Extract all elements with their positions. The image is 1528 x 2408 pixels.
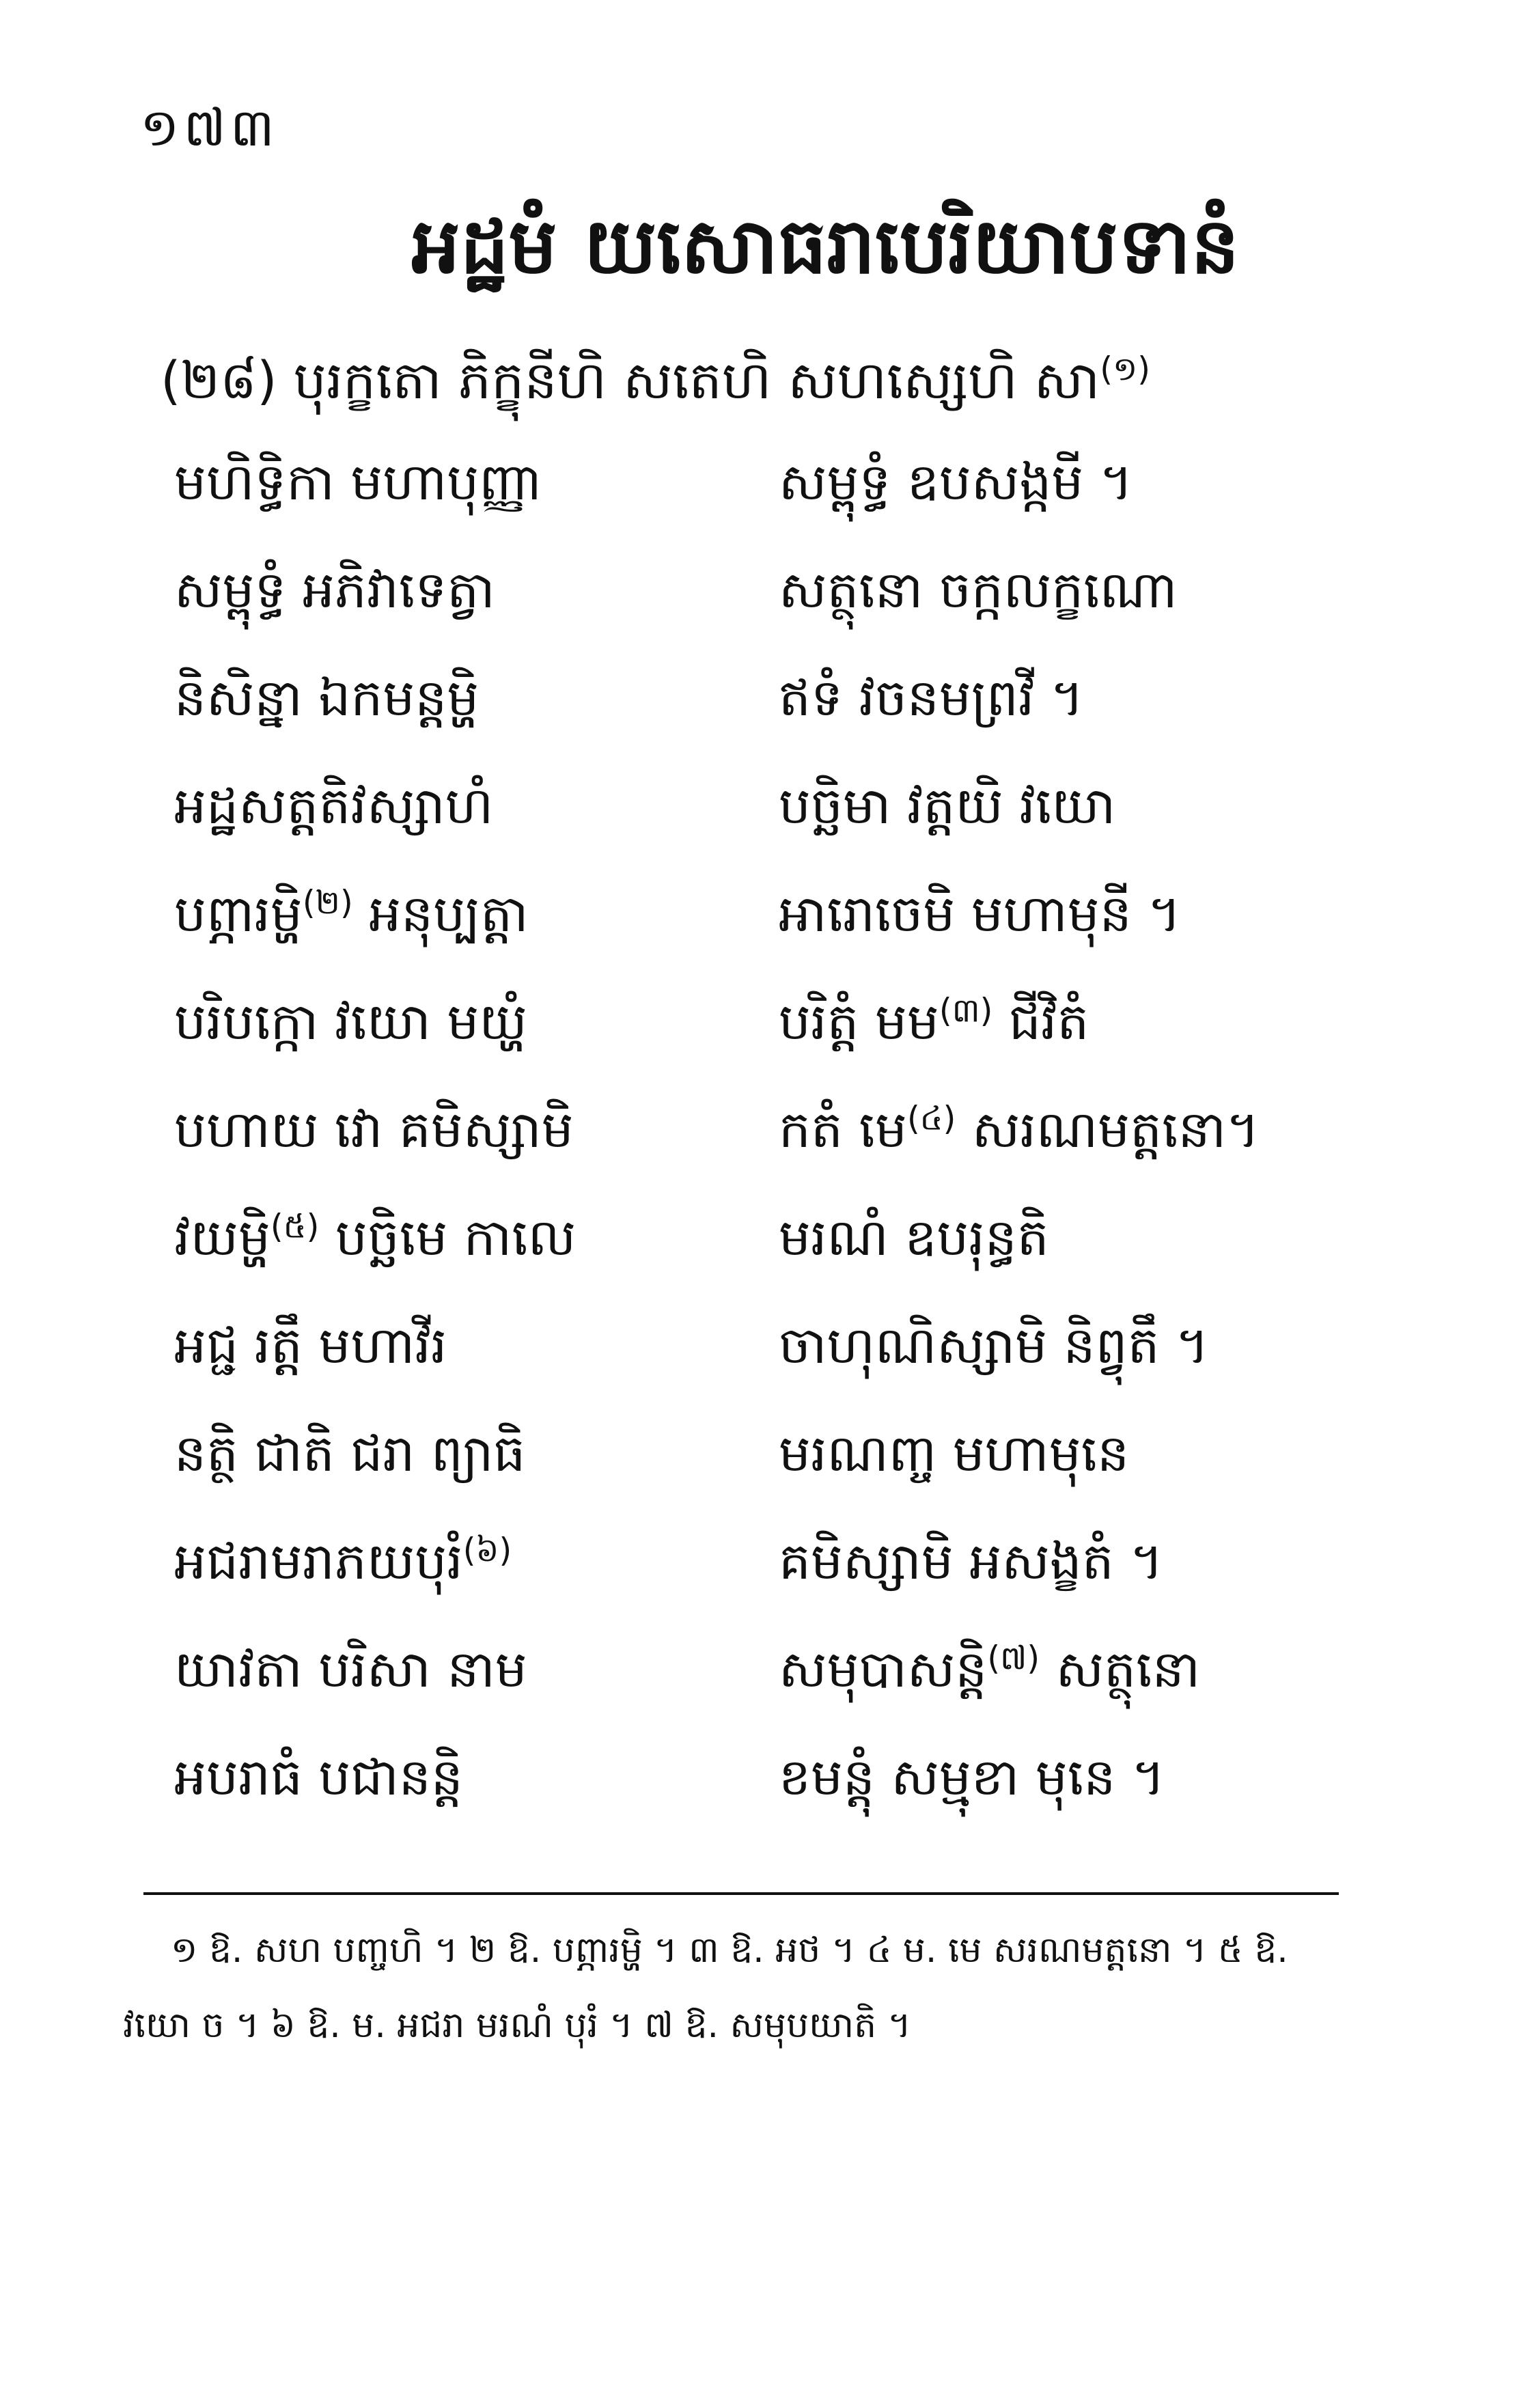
page-title: អដ្ឋមំ យសោធរាបេរិយាបទានំ xyxy=(411,202,1240,291)
verse-right-half xyxy=(779,1638,1376,1712)
verse-text: បច្ឆិមេ កាលេ xyxy=(319,1208,577,1267)
verse-text: សត្ថុនោ ចក្កលក្ខណោ xyxy=(779,561,1178,620)
verse-text: សរណមត្តនោ។ xyxy=(956,1101,1260,1159)
footnote-marker: (៦) xyxy=(462,1531,512,1570)
verse-line xyxy=(174,1530,1376,1638)
verse-text: គមិស្សាមិ អសង្ខតំ ។ xyxy=(779,1532,1164,1591)
verse-text: សមុបាសន្តិ xyxy=(779,1640,988,1699)
verse-text: វយម្ហិ xyxy=(174,1208,270,1267)
verse-text: ខមន្តុំ សម្មុខា មុនេ ។ xyxy=(779,1748,1165,1807)
verse-left-half xyxy=(174,559,779,633)
verse-right-half xyxy=(779,559,1376,633)
verse-left-half xyxy=(174,991,779,1064)
verse-line xyxy=(174,1638,1376,1746)
verse-left-half xyxy=(174,775,779,848)
verse-text: មហិទ្ធិកា មហាបុញ្ញា xyxy=(174,453,542,512)
verse-text: អនុប្បត្តា xyxy=(352,885,529,943)
verse-line xyxy=(174,1422,1376,1530)
verse-intro-text: បុរក្ខតោ ភិក្ខុនីហិ សតេហិ សហស្សេហិ សា xyxy=(293,350,1100,411)
verse-left-half xyxy=(174,1206,779,1280)
verse-text: នត្ថិ ជាតិ ជរា ព្យាធិ xyxy=(174,1424,526,1483)
footnote-line: ១ ឱ. សហ បញ្ចហិ ។ ២ ឱ. បព្ភារម្ហិ ។ ៣ ឱ. អថ ។ ៤ ម. មេ សរណមត្តនោ ។ ៥ ឱ. xyxy=(171,1930,1288,1971)
verse-left-half xyxy=(174,1422,779,1496)
verse-text: អារោចេមិ មហាមុនី ។ xyxy=(779,885,1182,943)
verse-text: បរិត្តំ មម xyxy=(779,993,939,1051)
verse-text: ចាហុណិស្សាមិ និព្វុតឹ ។ xyxy=(779,1316,1209,1375)
verse-line xyxy=(174,775,1376,883)
verse-right-half xyxy=(779,667,1376,741)
verse-right-half xyxy=(779,1314,1376,1388)
verse-text: ជីវិតំ xyxy=(992,993,1089,1051)
footnotes xyxy=(123,1913,1400,2063)
verse-right-half xyxy=(779,883,1376,956)
verse-right-half xyxy=(779,775,1376,848)
verse-line xyxy=(174,1746,1376,1854)
verse-text: ឥទំ វចនមព្រវី ។ xyxy=(779,669,1084,728)
verse-number: (២៨) xyxy=(161,350,277,411)
verse-text: អជរាមរាភយបុរំ xyxy=(174,1532,463,1591)
verse-right-half xyxy=(779,1098,1376,1172)
footnote-marker: (២) xyxy=(302,883,353,922)
verse-text: សត្ថុនោ xyxy=(1040,1640,1201,1699)
verse-text: សម្ពុទ្ធំ អភិវាទេត្វា xyxy=(174,561,495,620)
verse-left-half xyxy=(174,1314,779,1388)
verse-left-half xyxy=(174,1746,779,1820)
verse-intro xyxy=(161,348,1390,424)
verse-right-half xyxy=(779,1422,1376,1496)
verse-text: អដ្ឋសត្តតិវស្សាហំ xyxy=(174,777,494,835)
verse-left-half xyxy=(174,667,779,741)
verse-text: សម្ពុទ្ធំ ឧបសង្កមី ។ xyxy=(779,453,1133,512)
verse-line xyxy=(174,1206,1376,1314)
verse-left-half xyxy=(174,1530,779,1604)
verse-line xyxy=(174,667,1376,775)
verse-list xyxy=(174,451,1376,1854)
verse-text: យាវតា បរិសា នាម xyxy=(174,1640,527,1699)
verse-text: មរណំ ឧបរុន្ធតិ xyxy=(779,1208,1049,1267)
verse-text: អជ្ជ រត្តឹ មហាវីរ xyxy=(174,1316,447,1375)
verse-text: មរណញ្ច មហាមុនេ xyxy=(779,1424,1130,1483)
verse-text: បហាយ វោ គមិស្សាមិ xyxy=(174,1101,574,1159)
verse-line xyxy=(174,451,1376,559)
footnote-marker: (១) xyxy=(1100,350,1151,389)
verse-text: កតំ មេ xyxy=(779,1101,907,1159)
verse-right-half xyxy=(779,451,1376,525)
verse-line xyxy=(174,991,1376,1098)
verse-line xyxy=(174,559,1376,667)
verse-text: បច្ឆិមា វត្តយិ វយោ xyxy=(779,777,1116,835)
verse-right-half xyxy=(779,1206,1376,1280)
verse-text: អបរាធំ បជានន្តិ xyxy=(174,1748,463,1807)
verse-text: បព្ភារម្ហិ xyxy=(174,885,303,943)
footnote-marker: (៧) xyxy=(987,1639,1040,1678)
footnote-line: វយោ ច ។ ៦ ឱ. ម. អជរា មរណំ បុរំ ។ ៧ ឱ. សមុបយាតិ ។ xyxy=(123,2005,911,2046)
verse-right-half xyxy=(779,991,1376,1064)
footnote-marker: (៤) xyxy=(906,1099,956,1138)
verse-left-half xyxy=(174,1638,779,1712)
page-number: ១៧៣ xyxy=(140,97,279,158)
verse-right-half xyxy=(779,1530,1376,1604)
verse-right-half xyxy=(779,1746,1376,1820)
verse-left-half xyxy=(174,451,779,525)
verse-line xyxy=(174,1098,1376,1206)
verse-line xyxy=(174,1314,1376,1422)
verse-left-half xyxy=(174,883,779,956)
verse-text: បរិបក្កោ វយោ មយ្ហំ xyxy=(174,993,527,1051)
verse-left-half xyxy=(174,1098,779,1172)
verse-text: និសិន្នា ឯកមន្តម្ហិ xyxy=(174,669,480,728)
verse-line xyxy=(174,883,1376,991)
footnote-marker: (៣) xyxy=(939,991,993,1030)
footnote-marker: (៥) xyxy=(270,1207,320,1246)
footnote-divider xyxy=(143,1892,1339,1895)
